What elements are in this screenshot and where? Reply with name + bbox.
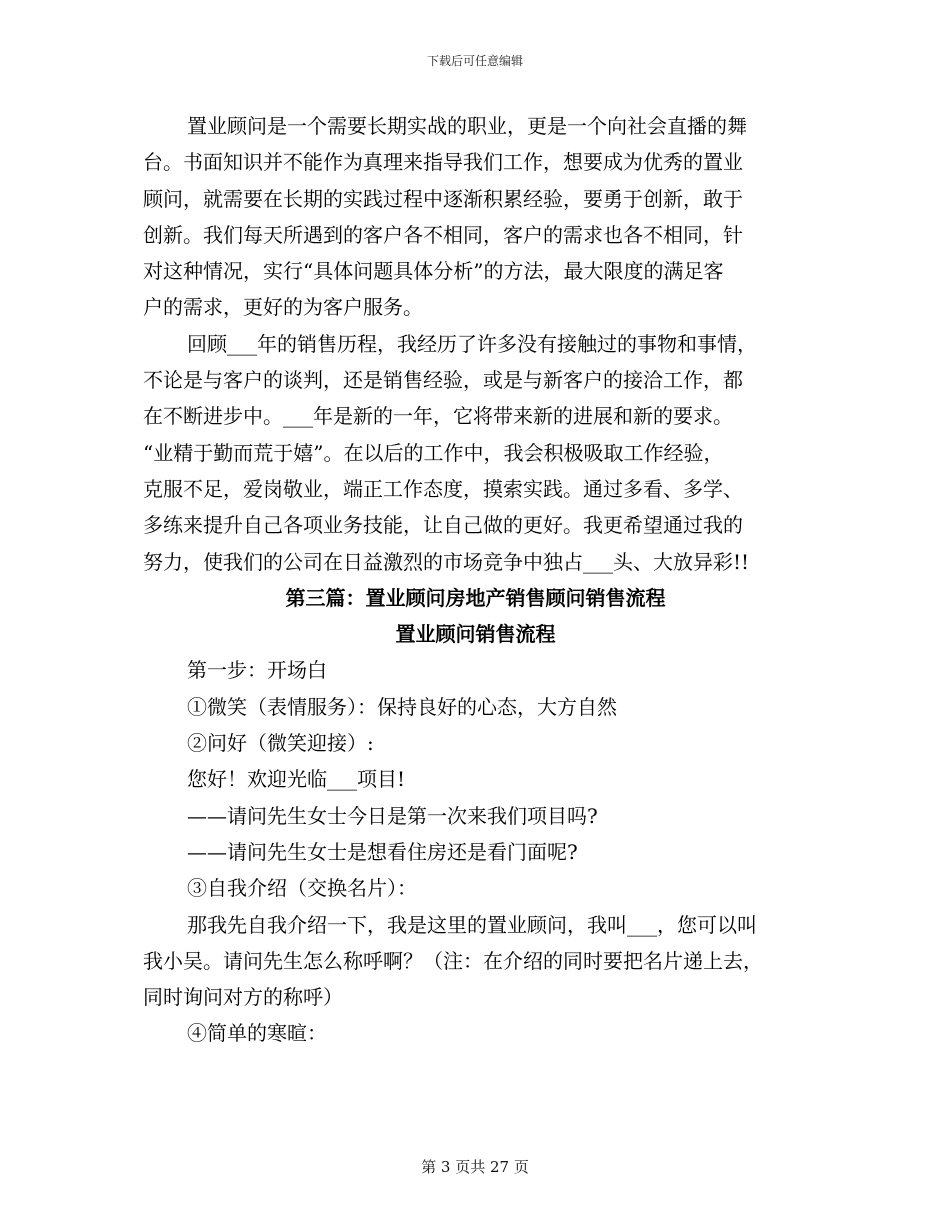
text-line: 努力，使我们的公司在日益激烈的市场竞争中独占___头、大放异彩!!	[143, 549, 750, 574]
text-line: ——请问先生女士是想看住房还是看门面呢?	[187, 839, 578, 864]
text-line: 对这种情况，实行“具体问题具体分析”的方法，最大限度的满足客	[143, 259, 724, 284]
text-line: 多练来提升自己各项业务技能，让自己做的更好。我更希望通过我的	[143, 513, 743, 538]
text-line: ③自我介绍（交换名片）：	[187, 876, 417, 901]
text-line: “业精于勤而荒于嬉”。在以后的工作中，我会积极吸取工作经验，	[143, 440, 724, 465]
text-line: 同时询问对方的称呼）	[143, 985, 343, 1010]
text-line: 顾问，就需要在长期的实践过程中逐渐积累经验，要勇于创新，敢于	[143, 186, 743, 211]
text-line: ④简单的寒暄：	[187, 1021, 327, 1046]
text-line: 那我先自我介绍一下，我是这里的置业顾问，我叫___，您可以叫	[187, 912, 757, 937]
text-line: 第一步：开场白	[187, 658, 327, 683]
page-footer: 第 3 页共 27 页	[421, 1158, 529, 1176]
text-line: 我小吴。请问先生怎么称呼啊？（注：在介绍的同时要把名片递上去，	[143, 948, 763, 973]
text-line: 在不断进步中。___年是新的一年，它将带来新的进展和新的要求。	[143, 404, 733, 429]
document-body	[143, 108, 808, 1052]
text-line: 克服不足，爱岗敬业，端正工作态度，摸索实践。通过多看、多学、	[143, 476, 743, 501]
text-line: 台。书面知识并不能作为真理来指导我们工作，想要成为优秀的置业	[143, 150, 743, 175]
text-line: 您好！欢迎光临___项目!	[187, 767, 406, 792]
section-subtitle: 置业顾问销售流程	[395, 622, 556, 647]
text-line: ①微笑（表情服务）：保持良好的心态，大方自然	[187, 694, 617, 719]
text-line: 不论是与客户的谈判，还是销售经验，或是与新客户的接洽工作，都	[143, 368, 743, 393]
text-line: 创新。我们每天所遇到的客户各不相同，客户的需求也各不相同，针	[143, 222, 743, 247]
text-line: 户的需求，更好的为客户服务。	[143, 295, 423, 320]
page-header: 下载后可任意编辑	[426, 54, 523, 68]
text-line: ②问好（微笑迎接）:	[187, 731, 374, 756]
text-line: 置业顾问是一个需要长期实战的职业，更是一个向社会直播的舞	[187, 114, 747, 138]
section-title: 第三篇：置业顾问房地产销售顾问销售流程	[285, 585, 666, 610]
text-line: 回顾___年的销售历程，我经历了许多没有接触过的事物和事情，	[187, 331, 757, 356]
text-line: ——请问先生女士今日是第一次来我们项目吗?	[187, 803, 598, 828]
